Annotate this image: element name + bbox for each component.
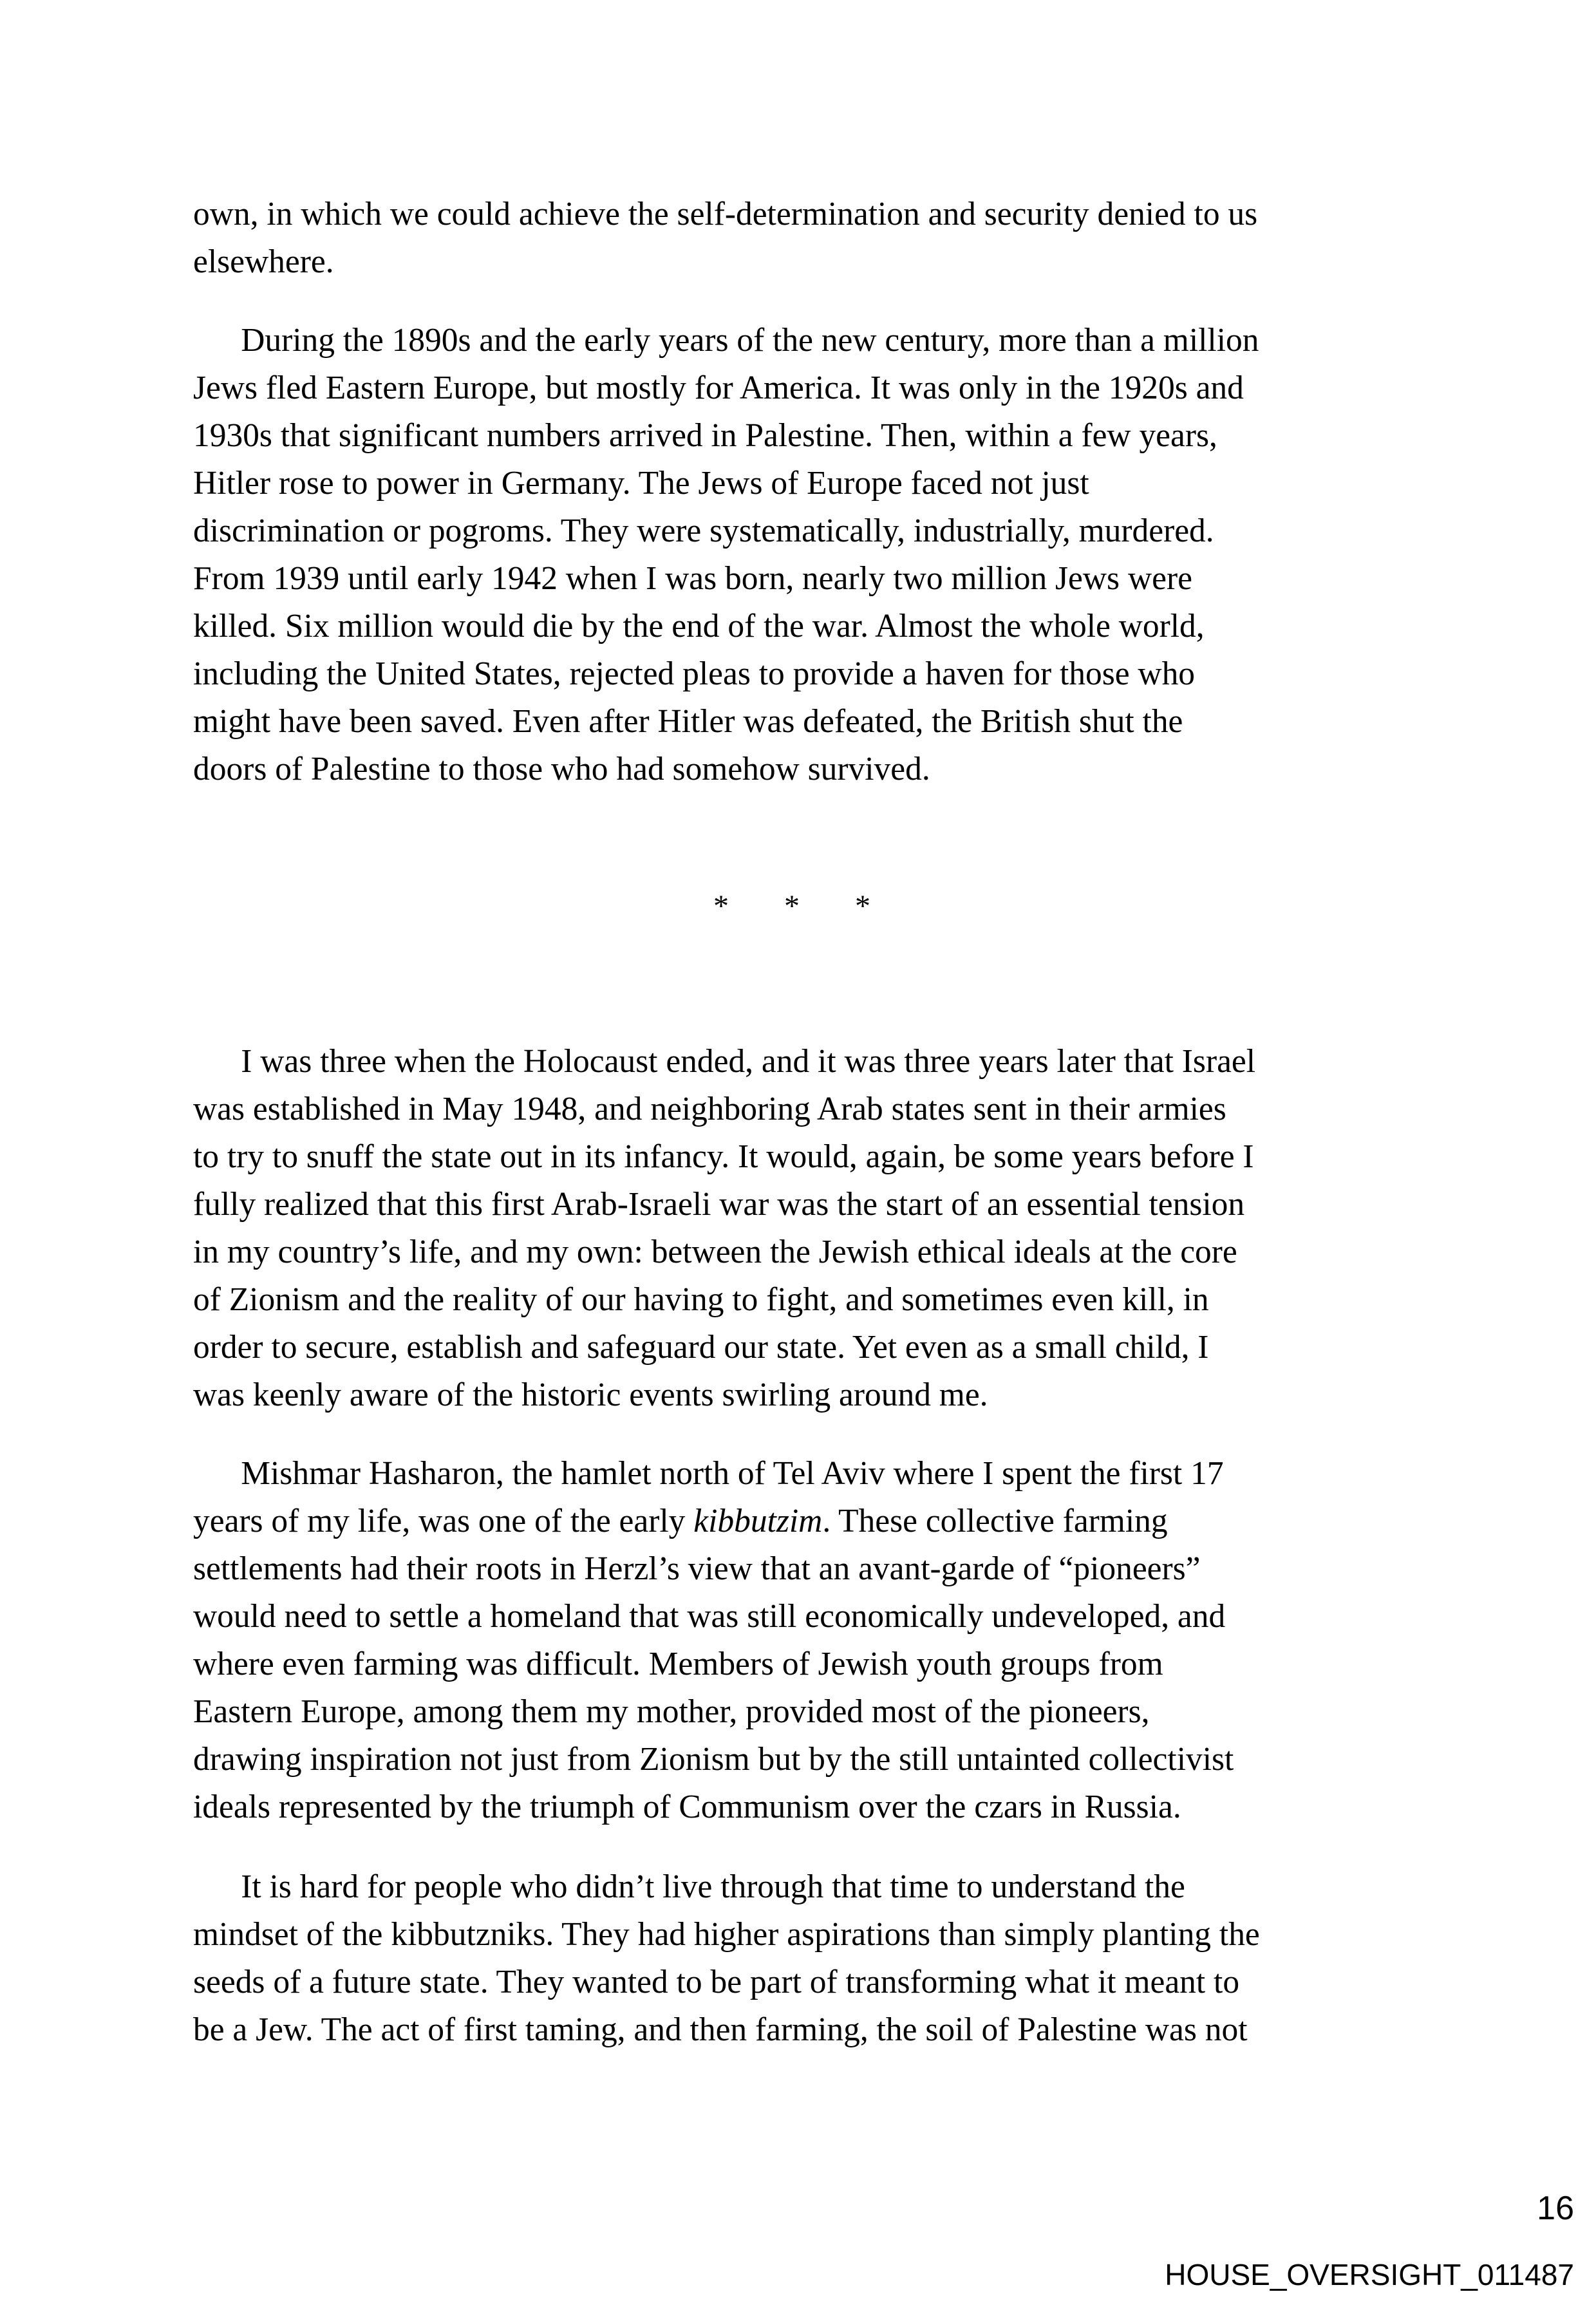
text-line: It is hard for people who didn’t live through that time to understand the xyxy=(241,1868,1185,1905)
text-line: Eastern Europe, among them my mother, provided most of the pioneers, xyxy=(193,1693,1150,1730)
text-line: Mishmar Hasharon, the hamlet north of Tel Aviv where I spent the first 17 xyxy=(241,1455,1224,1492)
text-line: killed. Six million would die by the end of the war. Almost the whole world, xyxy=(193,608,1205,644)
text-line: where even farming was difficult. Members of Jewish youth groups from xyxy=(193,1646,1163,1682)
text-line: was keenly aware of the historic events swirling around me. xyxy=(193,1377,988,1413)
bates-number: HOUSE_OVERSIGHT_011487 xyxy=(1165,2258,1574,2291)
text-line: order to secure, establish and safeguard our state. Yet even as a small child, I xyxy=(193,1329,1209,1366)
italic-term: kibbutzim xyxy=(693,1503,823,1539)
text-line: doors of Palestine to those who had somehow survived. xyxy=(193,751,930,787)
text-line: was established in May 1948, and neighboring Arab states sent in their armies xyxy=(193,1091,1226,1127)
section-break xyxy=(708,887,876,926)
page-number: 16 xyxy=(1537,2190,1574,2227)
paragraph-5 xyxy=(193,1863,1416,2054)
text-line: including the United States, rejected pleas to provide a haven for those who xyxy=(193,655,1196,692)
asterisk-icon: * xyxy=(855,889,870,923)
text-line: seeds of a future state. They wanted to be part of transforming what it meant to xyxy=(193,1964,1240,2000)
text-line: of Zionism and the reality of our having to fight, and sometimes even kill, in xyxy=(193,1281,1209,1318)
text-line: I was three when the Holocaust ended, and it was three years later that Israel xyxy=(241,1043,1256,1080)
text-line: discrimination or pogroms. They were systematically, industrially, murdered. xyxy=(193,512,1214,549)
paragraph-4 xyxy=(193,1450,1416,1831)
text-line: settlements had their roots in Herzl’s view that an avant-garde of “pioneers” xyxy=(193,1550,1201,1587)
text-line: be a Jew. The act of first taming, and then farming, the soil of Palestine was not xyxy=(193,2011,1248,2048)
text-line: would need to settle a homeland that was still economically undeveloped, and xyxy=(193,1598,1226,1635)
text-line: ideals represented by the triumph of Communism over the czars in Russia. xyxy=(193,1789,1181,1825)
paragraph-3 xyxy=(193,1038,1416,1419)
text-line: 1930s that significant numbers arrived in Palestine. Then, within a few years, xyxy=(193,417,1217,454)
asterisk-icon: * xyxy=(784,889,800,923)
paragraph-1 xyxy=(193,191,1416,286)
text-line: in my country’s life, and my own: between the Jewish ethical ideals at the core xyxy=(193,1234,1237,1270)
text-line: fully realized that this first Arab-Israeli war was the start of an essential tension xyxy=(193,1186,1245,1223)
text-line: might have been saved. Even after Hitler was defeated, the British shut the xyxy=(193,703,1183,740)
text-segment: . These collective farming xyxy=(822,1503,1168,1539)
text-line: From 1939 until early 1942 when I was born, nearly two million Jews were xyxy=(193,560,1192,597)
text-line: Hitler rose to power in Germany. The Jews of Europe faced not just xyxy=(193,465,1089,502)
text-line: During the 1890s and the early years of the new century, more than a million xyxy=(241,322,1259,359)
text-line: Jews fled Eastern Europe, but mostly for America. It was only in the 1920s and xyxy=(193,370,1244,406)
text-segment: years of my life, was one of the early xyxy=(193,1503,694,1539)
text-line: drawing inspiration not just from Zionism but by the still untainted collectivist xyxy=(193,1741,1234,1778)
text-line: elsewhere. xyxy=(193,243,334,280)
text-line: own, in which we could achieve the self-determination and security denied to us xyxy=(193,196,1258,232)
asterisk-icon: * xyxy=(713,889,729,923)
paragraph-2 xyxy=(193,317,1416,793)
text-line: to try to snuff the state out in its infancy. It would, again, be some years before I xyxy=(193,1138,1254,1175)
text-line: mindset of the kibbutzniks. They had higher aspirations than simply planting the xyxy=(193,1916,1260,1953)
text-line xyxy=(193,1498,1404,1545)
